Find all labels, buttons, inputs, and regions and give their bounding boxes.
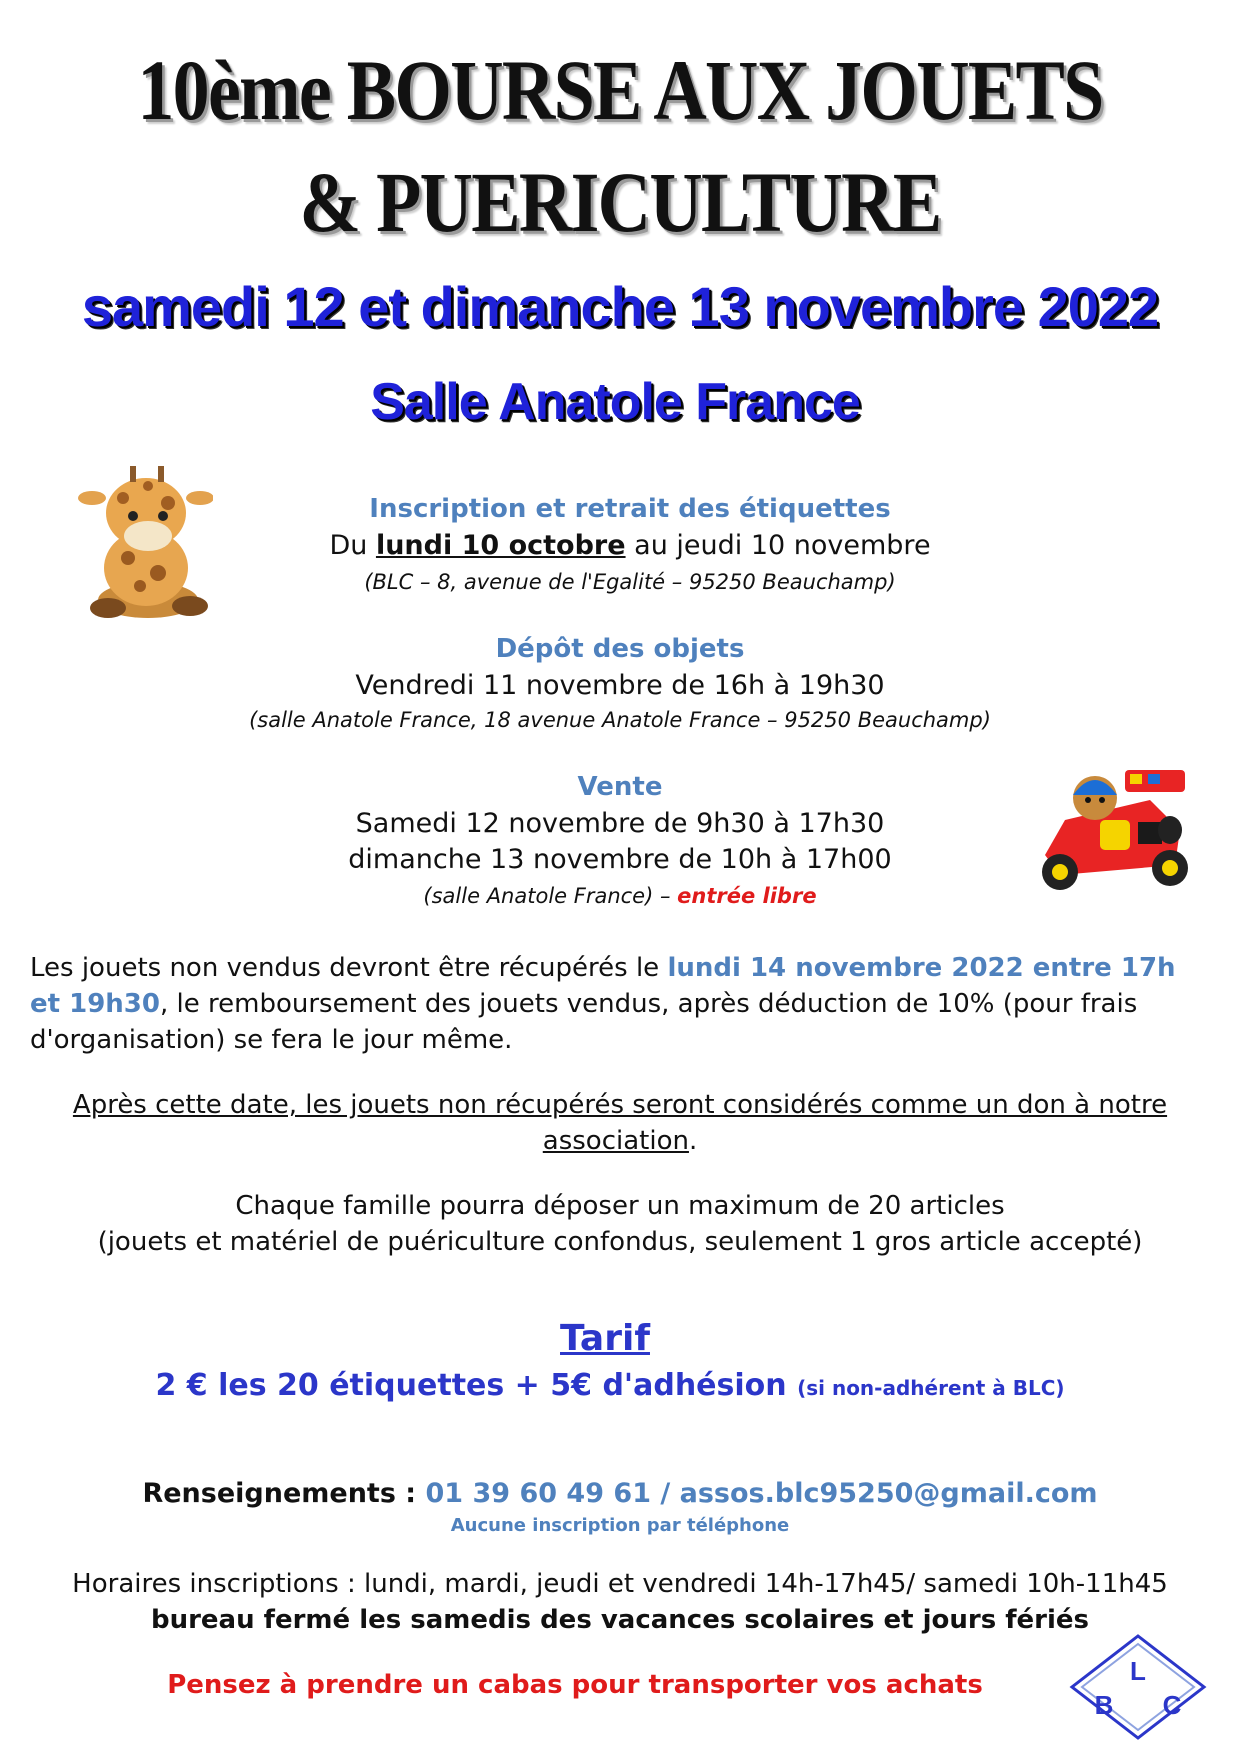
contact-label: Renseignements : [142,1478,426,1509]
inscription-heading: Inscription et retrait des étiquettes [369,494,891,524]
vente-place-text: (salle Anatole France) – [423,884,678,908]
inscription-end: au jeudi 10 novembre [625,530,931,561]
retour-text-1: Les jouets non vendus devront être récupérés le [30,953,668,983]
tarif-price [0,1368,1220,1403]
depot-heading: Dépôt des objets [495,634,745,664]
don-end: . [688,1126,698,1156]
reminder-text: Pensez à prendre un cabas pour transporter vos achats [167,1670,983,1700]
tarif-heading: Tarif [560,1318,650,1359]
svg-text:C: C [1162,1690,1182,1720]
limite-line-1: Chaque famille pourra déposer un maximum de 20 articles [235,1191,1005,1221]
retour-text-2: , le remboursement des jouets vendus, après déduction de 10% (pour frais d'organisation) se fera le jour même. [30,989,1138,1055]
contact-note: Aucune inscription par téléphone [450,1515,790,1536]
svg-text:L: L [1130,1656,1146,1686]
inscription-dates [250,530,1010,561]
vente-heading: Vente [577,772,663,802]
event-venue: Salle Anatole France [370,373,860,431]
vente-place [250,884,990,908]
inscription-prefix: Du [329,530,376,561]
vente-day-2: dimanche 13 novembre de 10h à 17h00 [348,844,892,875]
giraffe-plush-image [78,458,213,623]
contact-value: 01 39 60 49 61 / assos.blc95250@gmail.com [425,1478,1098,1509]
retour-date: lundi 14 novembre 2022 entre 17h et 19h30 [30,953,1176,1019]
inscription-address: (BLC – 8, avenue de l'Egalité – 95250 Beauchamp) [364,570,896,594]
retour-paragraph [30,950,1210,1058]
blc-logo [1068,1632,1208,1742]
toy-car-image [1030,760,1195,900]
title-line-2: & PUERICULTURE [299,154,941,250]
depot-address: (salle Anatole France, 18 avenue Anatole France – 95250 Beauchamp) [249,708,991,732]
entree-libre: entrée libre [677,884,817,908]
limite-line-2: (jouets et matériel de puériculture confondus, seulement 1 gros article accepté) [97,1227,1143,1257]
title-line-1: 10ème BOURSE AUX JOUETS [137,42,1103,138]
tarif-note: (si non-adhérent à BLC) [797,1376,1065,1400]
don-text: Après cette date, les jouets non récupérés seront considérés comme un don à notre association [72,1090,1168,1156]
contact-line [0,1478,1240,1509]
horaires-line-2: bureau fermé les samedis des vacances scolaires et jours fériés [150,1605,1090,1635]
event-dates: samedi 12 et dimanche 13 novembre 2022 [81,275,1159,338]
svg-text:B: B [1094,1690,1114,1720]
tarif-price-text: 2 € les 20 étiquettes + 5€ d'adhésion [155,1368,798,1403]
don-paragraph [40,1087,1200,1159]
vente-day-1: Samedi 12 novembre de 9h30 à 17h30 [355,808,885,839]
horaires-line-1: Horaires inscriptions : lundi, mardi, jeudi et vendredi 14h-17h45/ samedi 10h-11h45 [72,1569,1168,1599]
depot-when: Vendredi 11 novembre de 16h à 19h30 [355,670,885,701]
inscription-start: lundi 10 octobre [375,530,626,561]
